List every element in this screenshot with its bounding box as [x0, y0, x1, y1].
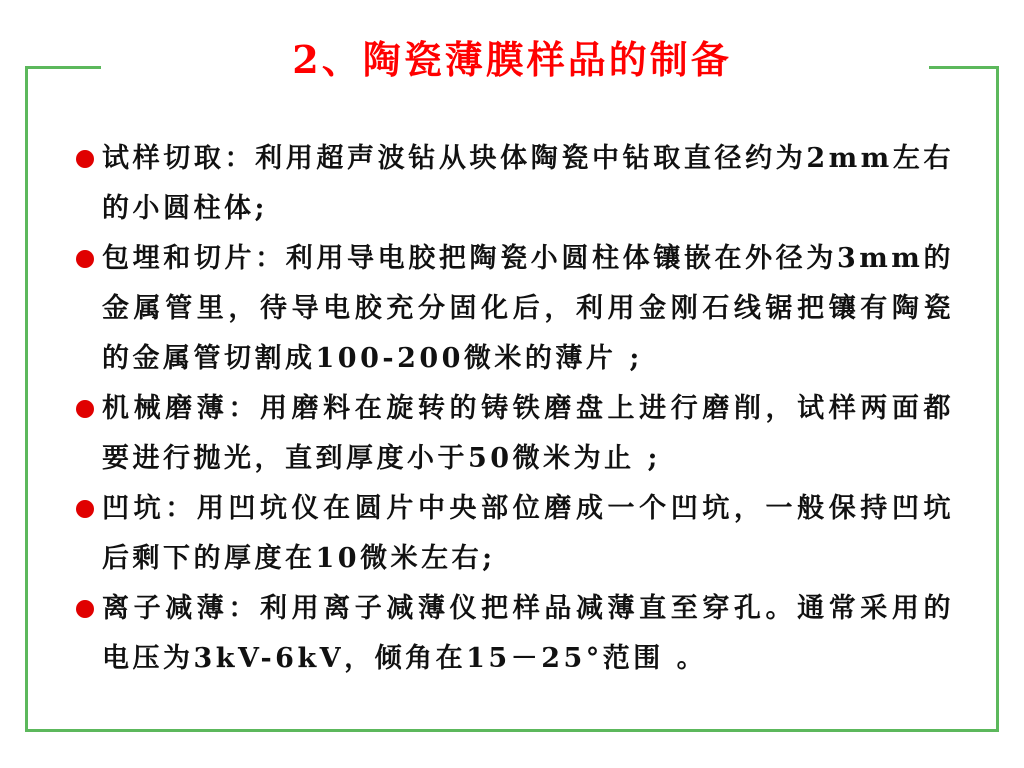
- bullet-item: [74, 134, 954, 234]
- bullet-text: 包埋和切片：利用导电胶把陶瓷小圆柱体镶嵌在外径为3mm的金属管里，待导电胶充分固化后，利用金刚石线锯把镶有陶瓷的金属管切割成100-200微米的薄片 ;: [102, 243, 954, 374]
- red-dot-icon: [76, 250, 94, 268]
- red-dot-icon: [76, 600, 94, 618]
- red-dot-icon: [76, 400, 94, 418]
- frame-left-line: [25, 66, 28, 732]
- bullet-item: [74, 234, 954, 384]
- red-dot-icon: [76, 500, 94, 518]
- bullet-list: [74, 134, 954, 684]
- bullet-item: [74, 384, 954, 484]
- bullet-text: 机械磨薄：用磨料在旋转的铸铁磨盘上进行磨削，试样两面都要进行抛光，直到厚度小于50微米为止 ;: [102, 393, 954, 474]
- bullet-text: 试样切取：利用超声波钻从块体陶瓷中钻取直径约为2mm左右的小圆柱体;: [102, 143, 954, 224]
- red-dot-icon: [76, 150, 94, 168]
- frame-bottom-line: [25, 729, 999, 732]
- bullet-text: 离子减薄：利用离子减薄仪把样品减薄直至穿孔。通常采用的电压为3kV-6kV，倾角在15－25°范围 。: [102, 593, 954, 674]
- bullet-item: [74, 484, 954, 584]
- slide-title: 2、陶瓷薄膜样品的制备: [292, 37, 732, 82]
- bullet-item: [74, 584, 954, 684]
- frame-right-line: [996, 66, 999, 732]
- bullet-text: 凹坑：用凹坑仪在圆片中央部位磨成一个凹坑，一般保持凹坑后剩下的厚度在10微米左右;: [102, 493, 954, 574]
